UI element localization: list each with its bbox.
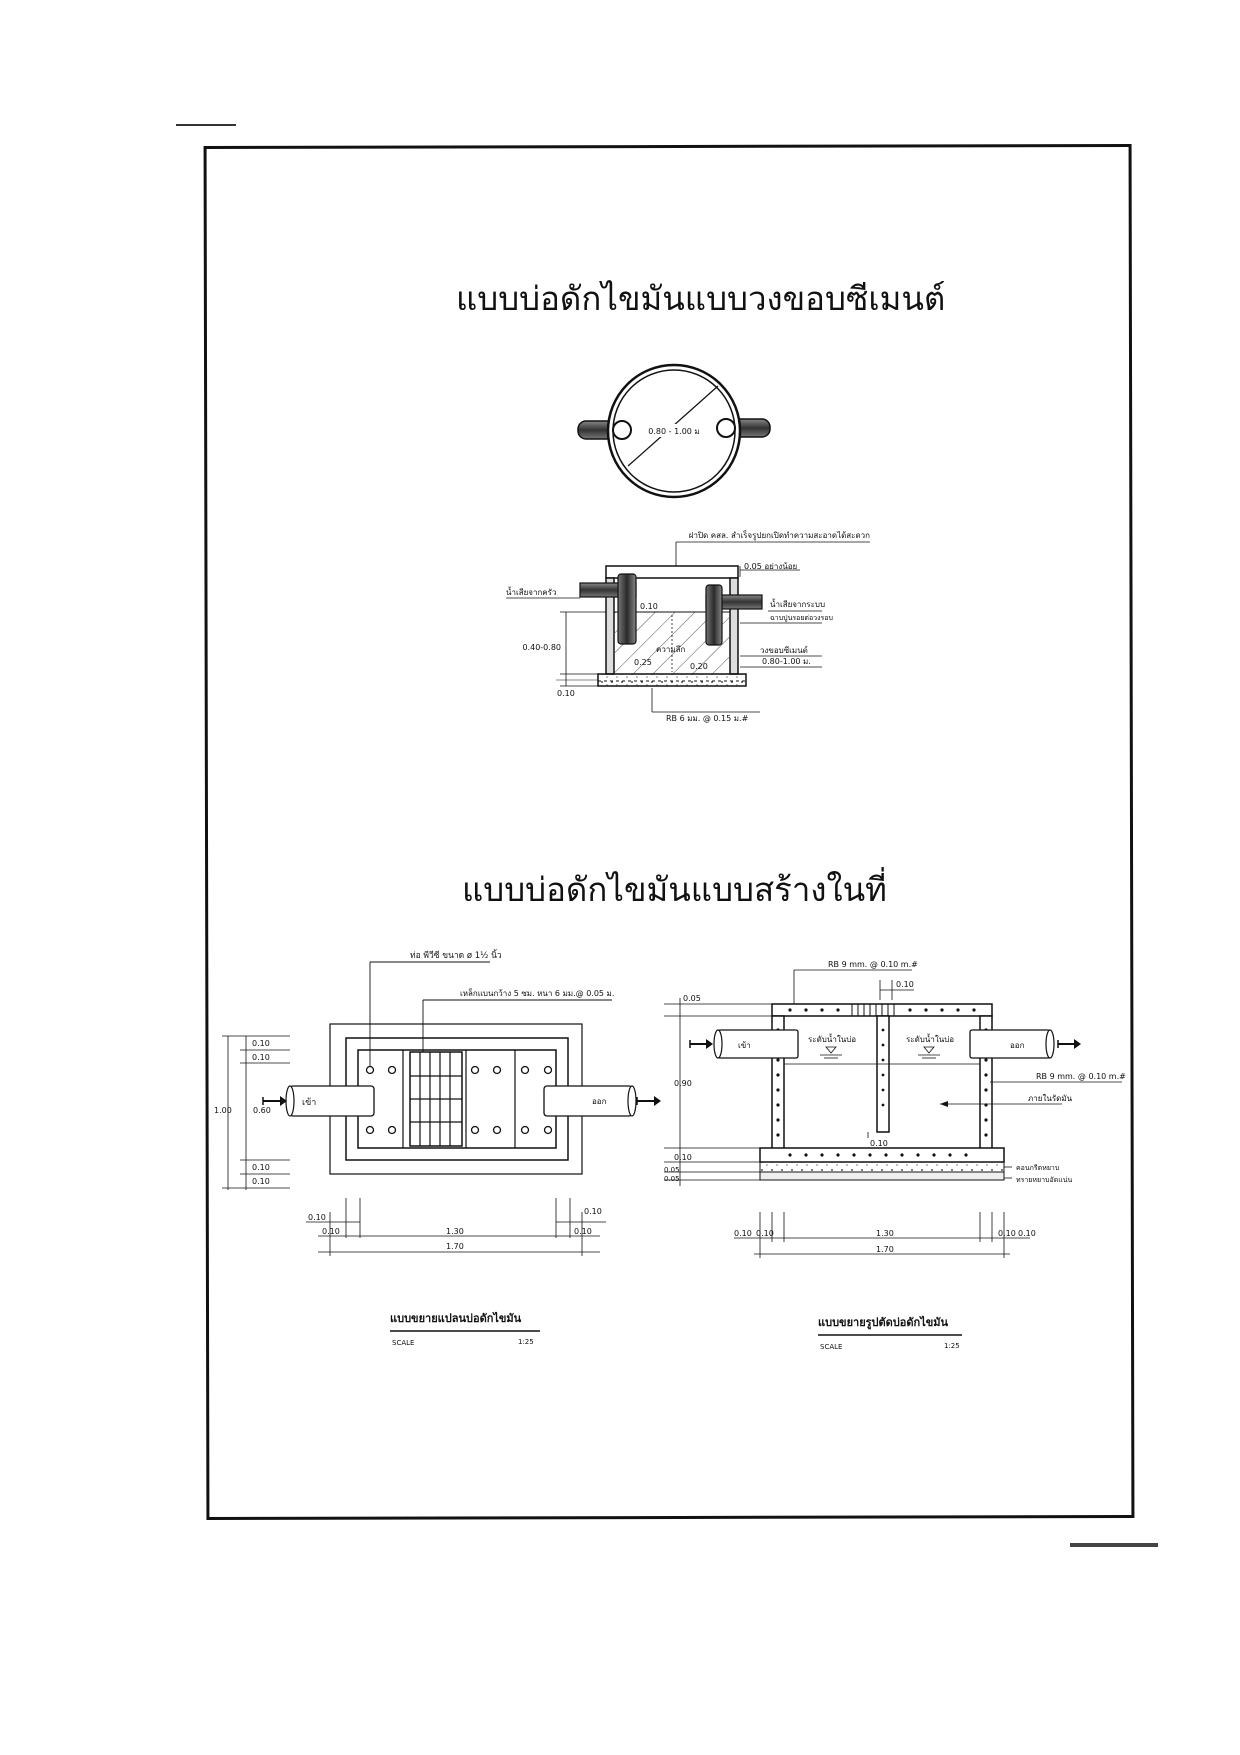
steel-grating — [410, 1052, 462, 1146]
h-dim-top-right: 0.10 — [584, 1207, 602, 1216]
height-dim: 0.90 — [674, 1079, 692, 1088]
section-scale-value: 1:25 — [944, 1342, 960, 1350]
h-dim-top-left: 0.10 — [308, 1213, 326, 1222]
slab-dim: 0.10 — [674, 1153, 692, 1162]
ring-label: วงขอบซีเมนต์ — [760, 646, 808, 655]
section-detail — [664, 960, 1126, 1351]
h-dim-total: 1.70 — [446, 1242, 464, 1251]
outlet-tee — [706, 585, 722, 645]
built-in-tank-title: แบบบ่อดักไขมันแบบสร้างในที่ — [462, 870, 887, 909]
h-dim-mid-left: 0.10 — [322, 1227, 340, 1236]
concrete-note: คอนกรีตหยาบ — [1016, 1164, 1060, 1172]
depth-label: ความลึก — [656, 645, 686, 654]
baffle-bottom-dim: 0.10 — [870, 1139, 888, 1148]
h-mid: 1.30 — [876, 1229, 894, 1238]
section-caption: แบบขยายรูปตัดบ่อดักไขมัน — [818, 1316, 949, 1329]
inlet-text: เข้า — [738, 1041, 751, 1050]
compacted-sand — [760, 1172, 1004, 1180]
ring-size-label: 0.80-1.00 ม. — [762, 657, 811, 666]
diameter-label: 0.80 - 1.00 ม — [648, 427, 700, 436]
right-depth-dim: 0.20 — [690, 662, 708, 671]
rebar-label: RB 6 มม. @ 0.15 ม.# — [666, 714, 749, 723]
ring-tank-section — [506, 530, 870, 723]
lean-concrete — [760, 1162, 1004, 1172]
inlet-arrow-icon — [263, 1096, 287, 1106]
section-scale-label: SCALE — [820, 1343, 843, 1351]
h-dim-mid-right: 0.10 — [574, 1227, 592, 1236]
v-dim-5: 0.10 — [252, 1177, 270, 1186]
rebar-side-label: RB 9 mm. @ 0.10 m.# — [1036, 1072, 1126, 1081]
inlet-label: น้ำเสียจากครัว — [506, 588, 557, 597]
left-depth-dim: 0.25 — [634, 658, 652, 667]
plan-caption: แบบขยายแปลนบ่อดักไขมัน — [390, 1312, 522, 1325]
h-left: 0.10 — [734, 1229, 752, 1238]
v-dim-2: 0.10 — [252, 1053, 270, 1062]
h-left-2: 0.10 — [756, 1229, 774, 1238]
v-dim-3: 0.60 — [253, 1106, 271, 1115]
base-dim: 0.10 — [557, 689, 575, 698]
rebar-top-label: RB 9 mm. @ 0.10 m.# — [828, 960, 918, 969]
ring-tank-plan — [578, 365, 770, 497]
v-dim-total: 1.00 — [214, 1106, 232, 1115]
h-right-2: 0.10 — [1018, 1229, 1036, 1238]
outlet-arrow-icon — [1058, 1039, 1081, 1049]
inlet-text: เข้า — [302, 1098, 317, 1108]
v-dim-1: 0.10 — [252, 1039, 270, 1048]
h-right: 0.10 — [998, 1229, 1016, 1238]
h-total: 1.70 — [876, 1245, 894, 1254]
water-level-right: ระดับน้ำในบ่อ — [906, 1035, 955, 1044]
height-dim: 0.40-0.80 — [522, 643, 561, 652]
base-dim-2: 0.05 — [664, 1175, 680, 1183]
inlet-tee — [618, 574, 636, 644]
outlet-pipe — [544, 1086, 632, 1116]
plan-scale-value: 1:25 — [518, 1338, 534, 1346]
water-level-left: ระดับน้ำในบ่อ — [808, 1035, 857, 1044]
pipe-note: ท่อ พีวีซี ขนาด ø 1½ นิ้ว — [410, 951, 502, 961]
sand-note: ทรายหยาบอัดแน่น — [1016, 1176, 1073, 1184]
baffle-gap-label: 0.10 — [896, 980, 914, 989]
base-slab — [598, 674, 746, 686]
base-dim-1: 0.05 — [664, 1166, 680, 1174]
lid-note: ฝาปิด คสล. สำเร็จรูปยกเปิดทำความสะอาดได้สะดวก — [688, 531, 870, 540]
ring-tank-title: แบบบ่อดักไขมันแบบวงขอบซีเมนต์ — [456, 279, 946, 318]
h-dim-mid: 1.30 — [446, 1227, 464, 1236]
min-gap-label: 0.05 อย่างน้อย — [744, 562, 798, 571]
plan-scale-label: SCALE — [392, 1339, 415, 1347]
plan-detail — [214, 949, 661, 1347]
inlet-pipe — [718, 1030, 798, 1058]
mortar-note: ฉาบปูนรอยต่อวงรอบ — [770, 614, 833, 622]
pipe-dim-label: 0.10 — [640, 602, 658, 611]
outlet-text: ออก — [592, 1097, 607, 1106]
outlet-text: ออก — [1010, 1041, 1025, 1050]
outlet-arrow-icon — [637, 1096, 661, 1106]
v-dim-4: 0.10 — [252, 1163, 270, 1172]
top-dim: 0.05 — [683, 994, 701, 1003]
outlet-label: น้ำเสียจากระบบ — [770, 600, 826, 609]
grease-note: ภายในรัดมัน — [1028, 1094, 1073, 1103]
right-wall — [730, 578, 738, 674]
steel-note: เหล็กแบนกว้าง 5 ซม. หนา 6 มม.@ 0.05 ม. — [460, 989, 615, 998]
inlet-arrow-icon — [690, 1039, 713, 1049]
